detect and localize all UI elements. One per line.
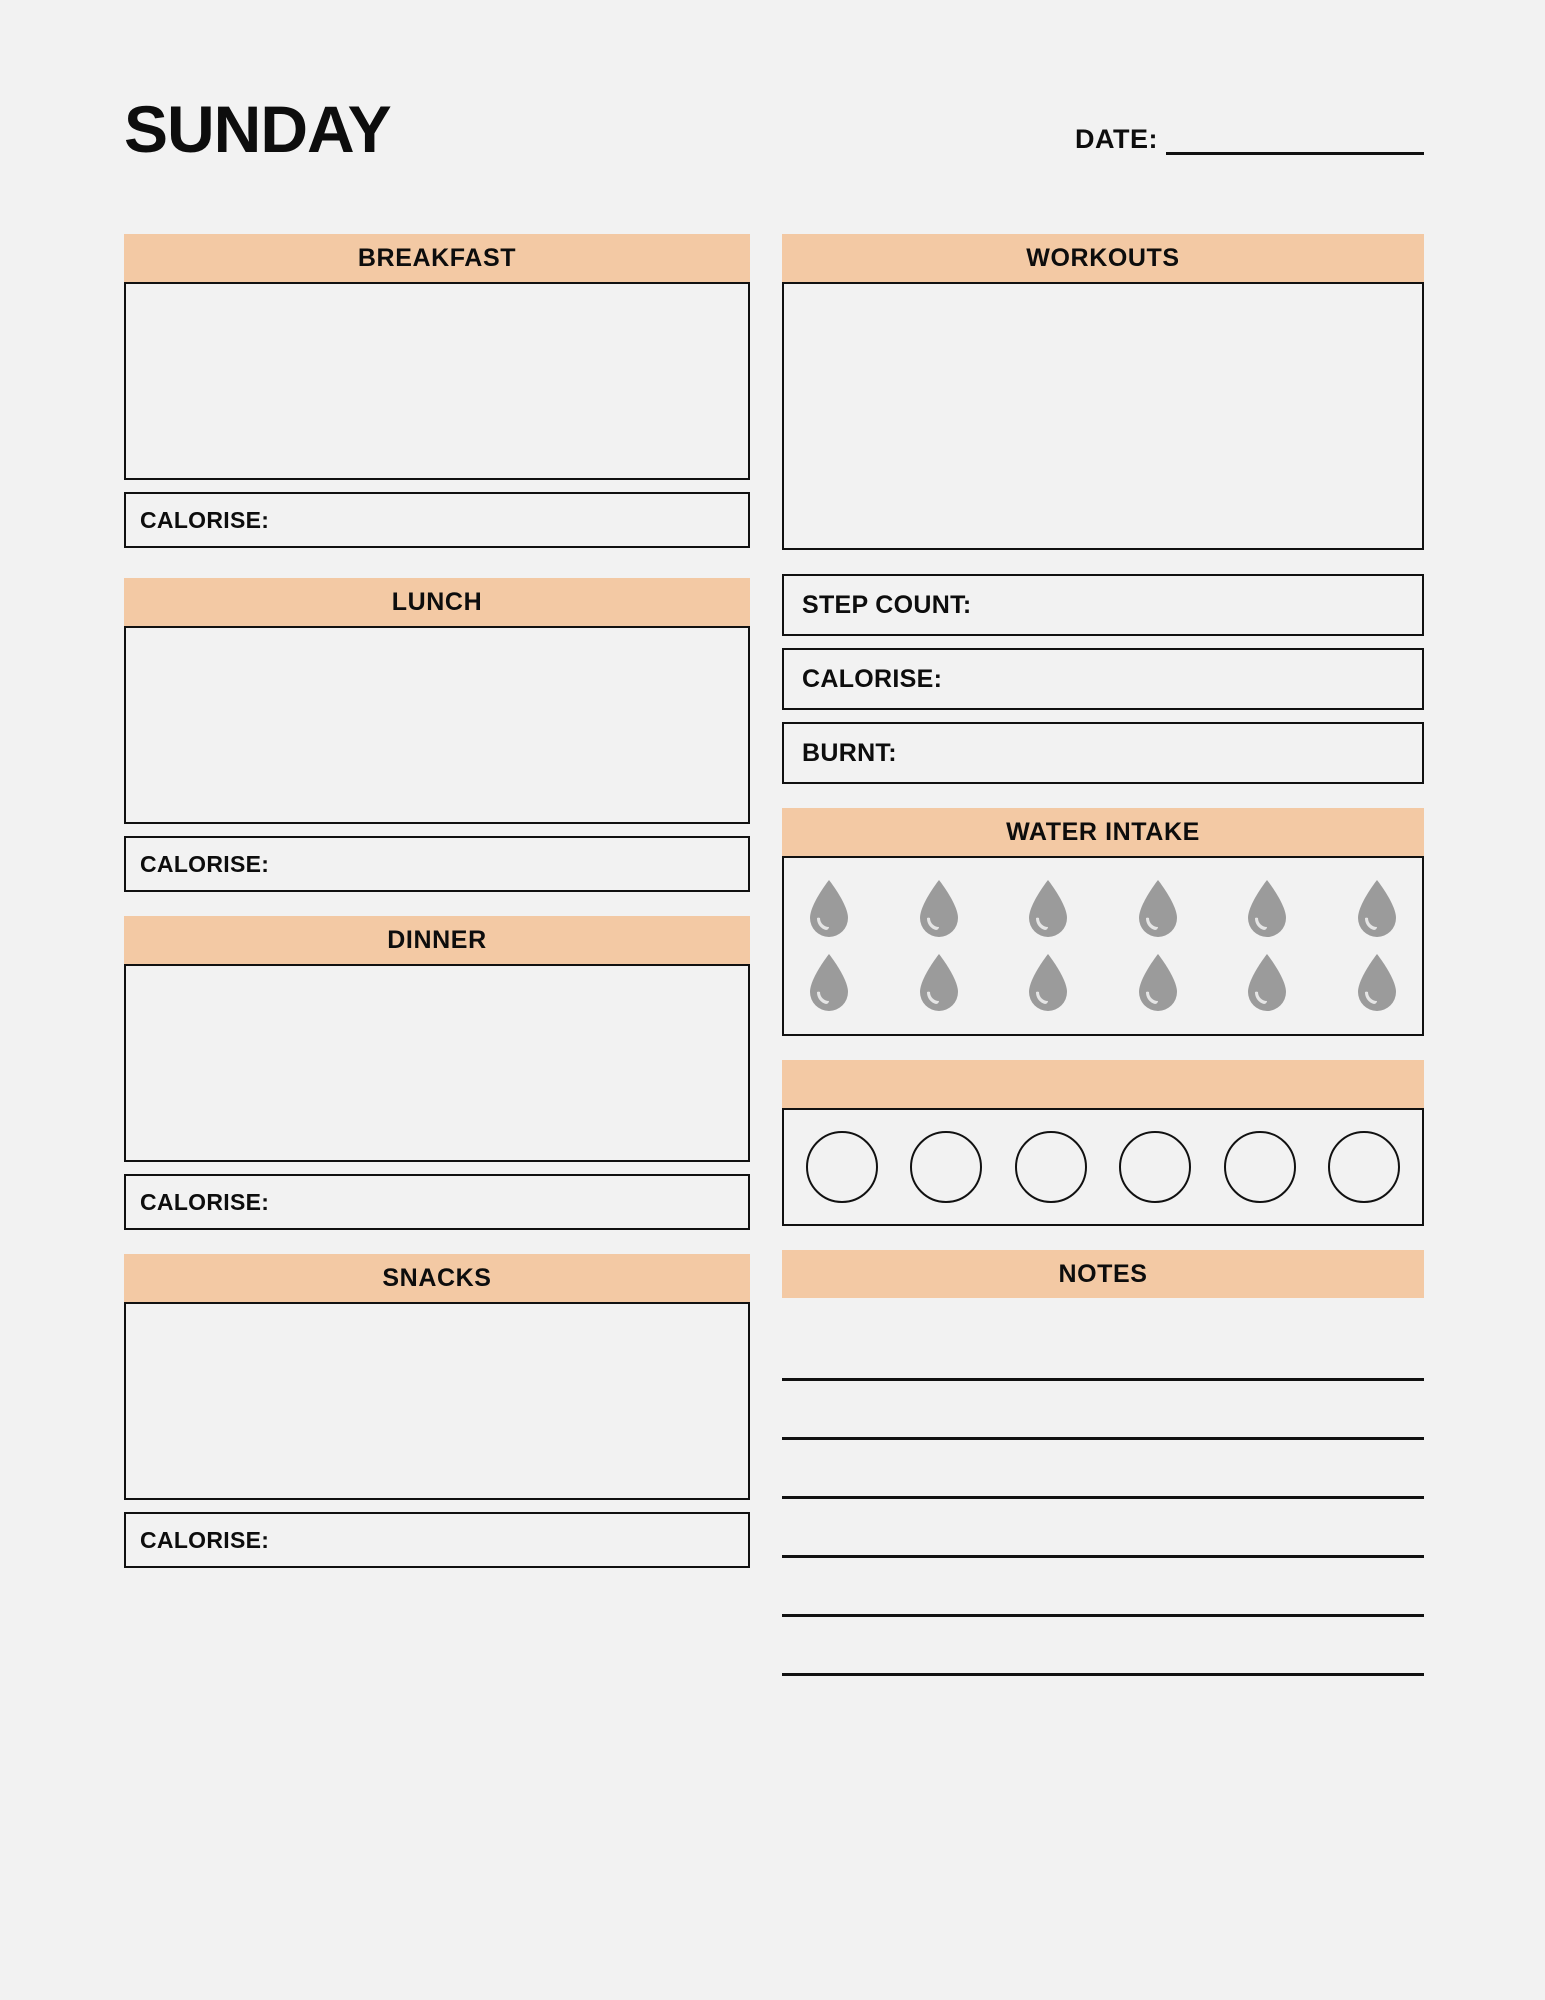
note-line[interactable] [782, 1617, 1424, 1676]
workouts-entry-box[interactable] [782, 282, 1424, 550]
lunch-calories-label: CALORISE: [140, 850, 270, 877]
section-header-dinner: DINNER [124, 916, 750, 964]
breakfast-entry-box[interactable] [124, 282, 750, 480]
water-drop-icon[interactable] [806, 952, 852, 1014]
water-row [796, 872, 1410, 946]
section-header-breakfast: BREAKFAST [124, 234, 750, 282]
note-line[interactable] [782, 1558, 1424, 1617]
dinner-calories-field[interactable] [124, 1174, 750, 1230]
page-header [124, 92, 1424, 186]
section-header-workouts: WORKOUTS [782, 234, 1424, 282]
calories-field[interactable] [782, 648, 1424, 710]
section-header-lunch: LUNCH [124, 578, 750, 626]
tracker-circle-box [782, 1108, 1424, 1226]
burnt-field[interactable] [782, 722, 1424, 784]
section-header-tracker [782, 1060, 1424, 1108]
tracker-circle[interactable] [1224, 1131, 1296, 1203]
dinner-calories-label: CALORISE: [140, 1188, 270, 1215]
water-drop-icon[interactable] [1354, 878, 1400, 940]
meals-column [124, 234, 750, 1568]
section-header-snacks: SNACKS [124, 1254, 750, 1302]
note-line[interactable] [782, 1322, 1424, 1381]
lunch-entry-box[interactable] [124, 626, 750, 824]
note-line[interactable] [782, 1440, 1424, 1499]
tracker-circle[interactable] [1119, 1131, 1191, 1203]
activity-column [782, 234, 1424, 1676]
dinner-entry-box[interactable] [124, 964, 750, 1162]
water-drop-icon[interactable] [916, 952, 962, 1014]
calories-label: CALORISE: [802, 664, 943, 693]
water-drop-icon[interactable] [1244, 952, 1290, 1014]
water-drop-icon[interactable] [1135, 952, 1181, 1014]
step-count-label: STEP COUNT: [802, 590, 972, 619]
water-row [796, 946, 1410, 1020]
tracker-circle[interactable] [910, 1131, 982, 1203]
note-line[interactable] [782, 1499, 1424, 1558]
tracker-circle[interactable] [1328, 1131, 1400, 1203]
snacks-calories-label: CALORISE: [140, 1526, 270, 1553]
section-header-water-intake: WATER INTAKE [782, 808, 1424, 856]
breakfast-calories-field[interactable] [124, 492, 750, 548]
burnt-label: BURNT: [802, 738, 897, 767]
notes-lines [782, 1298, 1424, 1676]
page-title: SUNDAY [124, 92, 391, 166]
date-label: DATE: [1075, 124, 1158, 154]
water-drop-icon[interactable] [1354, 952, 1400, 1014]
date-field-group [1075, 124, 1424, 155]
section-header-notes: NOTES [782, 1250, 1424, 1298]
water-drop-icon[interactable] [1244, 878, 1290, 940]
step-count-field[interactable] [782, 574, 1424, 636]
water-drop-icon[interactable] [916, 878, 962, 940]
date-input[interactable] [1166, 130, 1424, 155]
breakfast-calories-label: CALORISE: [140, 506, 270, 533]
water-drop-icon[interactable] [1025, 952, 1071, 1014]
water-drop-icon[interactable] [806, 878, 852, 940]
water-intake-box [782, 856, 1424, 1036]
snacks-entry-box[interactable] [124, 1302, 750, 1500]
water-drop-icon[interactable] [1025, 878, 1071, 940]
lunch-calories-field[interactable] [124, 836, 750, 892]
tracker-circle[interactable] [1015, 1131, 1087, 1203]
note-line[interactable] [782, 1381, 1424, 1440]
tracker-circle[interactable] [806, 1131, 878, 1203]
snacks-calories-field[interactable] [124, 1512, 750, 1568]
water-drop-icon[interactable] [1135, 878, 1181, 940]
